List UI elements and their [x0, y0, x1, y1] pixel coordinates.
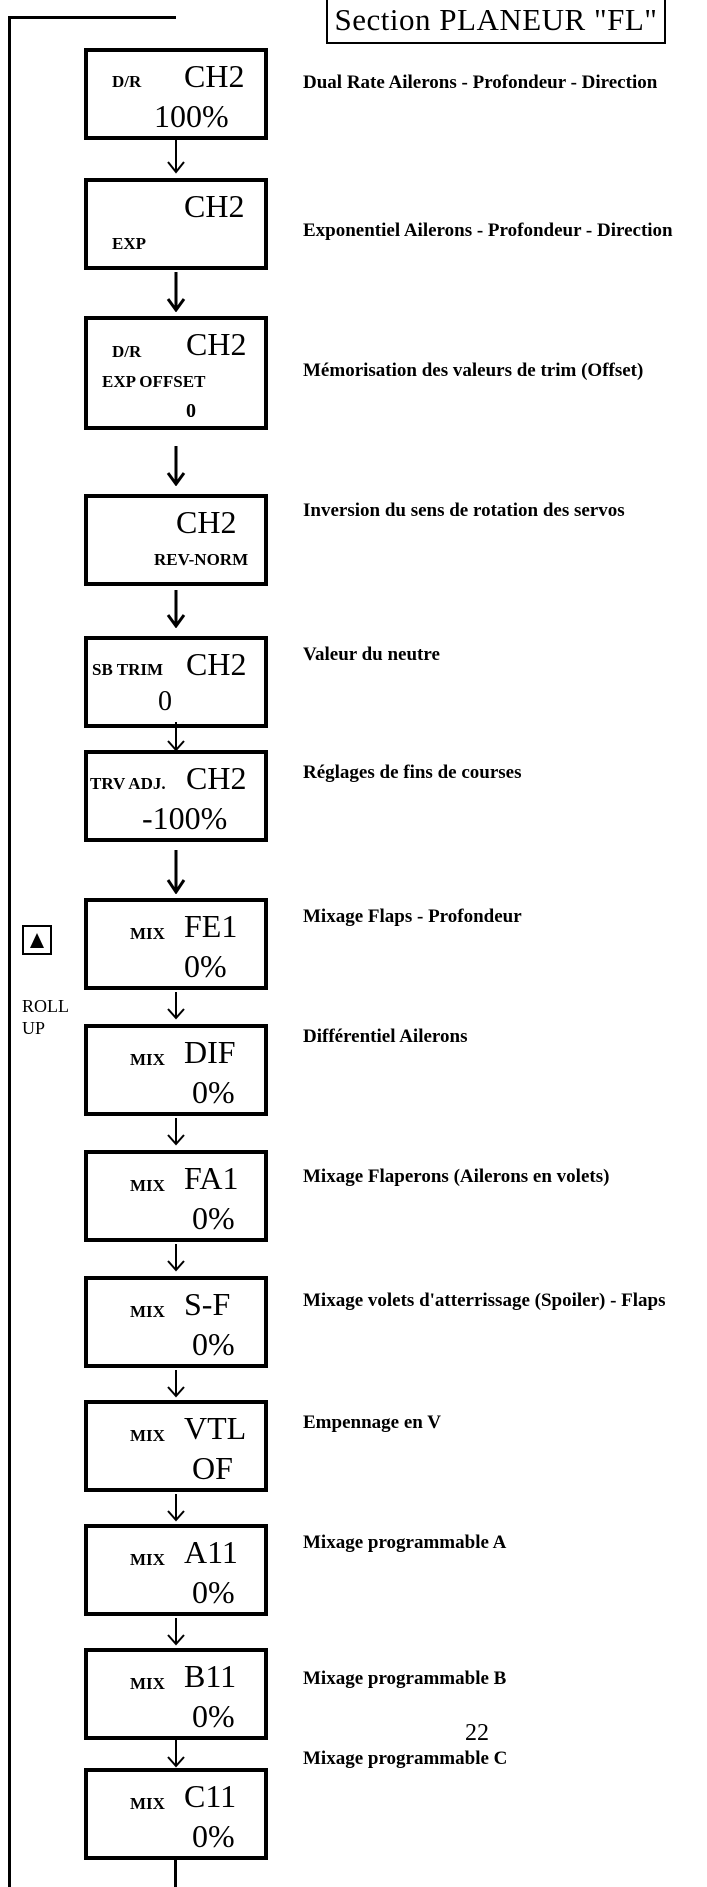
screen-channel: CH2 — [184, 58, 245, 94]
arrow-down-icon — [166, 1118, 186, 1146]
arrow-down-icon — [166, 272, 186, 312]
screen-channel: A11 — [184, 1534, 238, 1570]
arrow-down-icon — [166, 140, 186, 174]
triangle-up-icon — [30, 933, 44, 948]
lcd-screen — [84, 1648, 268, 1740]
screen-value: 0% — [192, 1574, 235, 1610]
screen-description: Mixage Flaps - Profondeur — [303, 906, 522, 927]
screen-tag: MIX — [130, 1674, 165, 1693]
screen-tag: MIX — [130, 1176, 165, 1195]
arrow-down-icon — [166, 992, 186, 1020]
screen-value: EXP — [112, 234, 146, 253]
screen-tag: D/R — [112, 72, 142, 91]
page-number: 22 — [465, 1720, 489, 1746]
screen-tag: D/R — [112, 342, 142, 361]
screen-description: Mixage programmable C — [303, 1748, 508, 1769]
screen-channel: VTL — [184, 1410, 247, 1446]
screen-channel: CH2 — [176, 504, 237, 540]
lcd-screen — [84, 316, 268, 430]
screen-description: Mixage programmable A — [303, 1532, 507, 1553]
screen-description: Mixage programmable B — [303, 1668, 507, 1689]
screen-channel: FA1 — [184, 1160, 239, 1196]
screen-description: Dual Rate Ailerons - Profondeur - Direction — [303, 72, 658, 93]
screen-value: 0% — [192, 1698, 235, 1734]
screen-tag: MIX — [130, 1302, 165, 1321]
roll-up-button[interactable] — [22, 925, 52, 955]
screen-tag: MIX — [130, 1794, 165, 1813]
screen-channel: C11 — [184, 1778, 237, 1814]
arrow-down-icon — [166, 1494, 186, 1522]
arrow-down-icon — [166, 590, 186, 628]
arrow-down-icon — [166, 1618, 186, 1646]
screen-value: OF — [192, 1450, 233, 1486]
screen-value: 0% — [192, 1074, 235, 1110]
screen-channel: DIF — [184, 1034, 236, 1070]
loop-line-top — [8, 16, 176, 19]
arrow-down-icon — [166, 1370, 186, 1398]
lcd-screen — [84, 1768, 268, 1860]
screen-description: Empennage en V — [303, 1412, 441, 1433]
screen-value: 0 — [158, 686, 172, 717]
screen-sub-value: 0 — [186, 400, 196, 422]
up-label: UP — [22, 1018, 46, 1038]
screen-channel: CH2 — [184, 188, 245, 224]
loop-line-bottom — [174, 1858, 177, 1887]
arrow-down-icon — [166, 850, 186, 894]
screen-value: 0% — [192, 1818, 235, 1854]
lcd-screen — [84, 1276, 268, 1368]
screen-value: EXP OFFSET — [102, 372, 206, 391]
arrow-down-icon — [166, 722, 186, 752]
screen-tag: MIX — [130, 1426, 165, 1445]
lcd-screen — [84, 48, 268, 140]
lcd-screen — [84, 1150, 268, 1242]
screen-value: -100% — [142, 800, 228, 836]
screen-value: 0% — [192, 1326, 235, 1362]
lcd-screen — [84, 178, 268, 270]
screen-value: REV-NORM — [154, 550, 249, 569]
arrow-down-icon — [166, 1244, 186, 1272]
lcd-screen — [84, 1024, 268, 1116]
lcd-screen — [84, 1400, 268, 1492]
screen-channel: CH2 — [186, 646, 247, 682]
screen-description: Réglages de fins de courses — [303, 762, 522, 783]
arrow-down-icon — [166, 1740, 186, 1768]
screen-channel: FE1 — [184, 908, 238, 944]
screen-description: Inversion du sens de rotation des servos — [303, 500, 625, 521]
screen-value: 0% — [184, 948, 227, 984]
screen-value: 100% — [154, 98, 229, 134]
screen-channel: CH2 — [186, 326, 247, 362]
screen-channel: CH2 — [186, 760, 247, 796]
lcd-screen — [84, 636, 268, 728]
screen-value: 0% — [192, 1200, 235, 1236]
screen-tag: MIX — [130, 924, 165, 943]
section-title: Section PLANEUR "FL" — [326, 0, 666, 44]
screen-tag: MIX — [130, 1550, 165, 1569]
roll-label: ROLL — [22, 996, 69, 1016]
lcd-screen — [84, 494, 268, 586]
screen-description: Mixage Flaperons (Ailerons en volets) — [303, 1166, 610, 1187]
screen-description: Mémorisation des valeurs de trim (Offset) — [303, 360, 644, 381]
lcd-screen — [84, 1524, 268, 1616]
screen-description: Mixage volets d'atterrissage (Spoiler) - Flaps — [303, 1290, 666, 1311]
screen-tag: TRV ADJ. — [90, 774, 166, 793]
lcd-screen — [84, 898, 268, 990]
lcd-screen — [84, 750, 268, 842]
screen-tag: SB TRIM — [92, 660, 164, 679]
screen-channel: S-F — [184, 1286, 231, 1322]
arrow-down-icon — [166, 446, 186, 486]
screen-tag: MIX — [130, 1050, 165, 1069]
screen-description: Différentiel Ailerons — [303, 1026, 468, 1047]
screen-channel: B11 — [184, 1658, 237, 1694]
screen-description: Valeur du neutre — [303, 644, 440, 665]
loop-line-vertical — [8, 16, 11, 1887]
screen-description: Exponentiel Ailerons - Profondeur - Direction — [303, 220, 673, 241]
